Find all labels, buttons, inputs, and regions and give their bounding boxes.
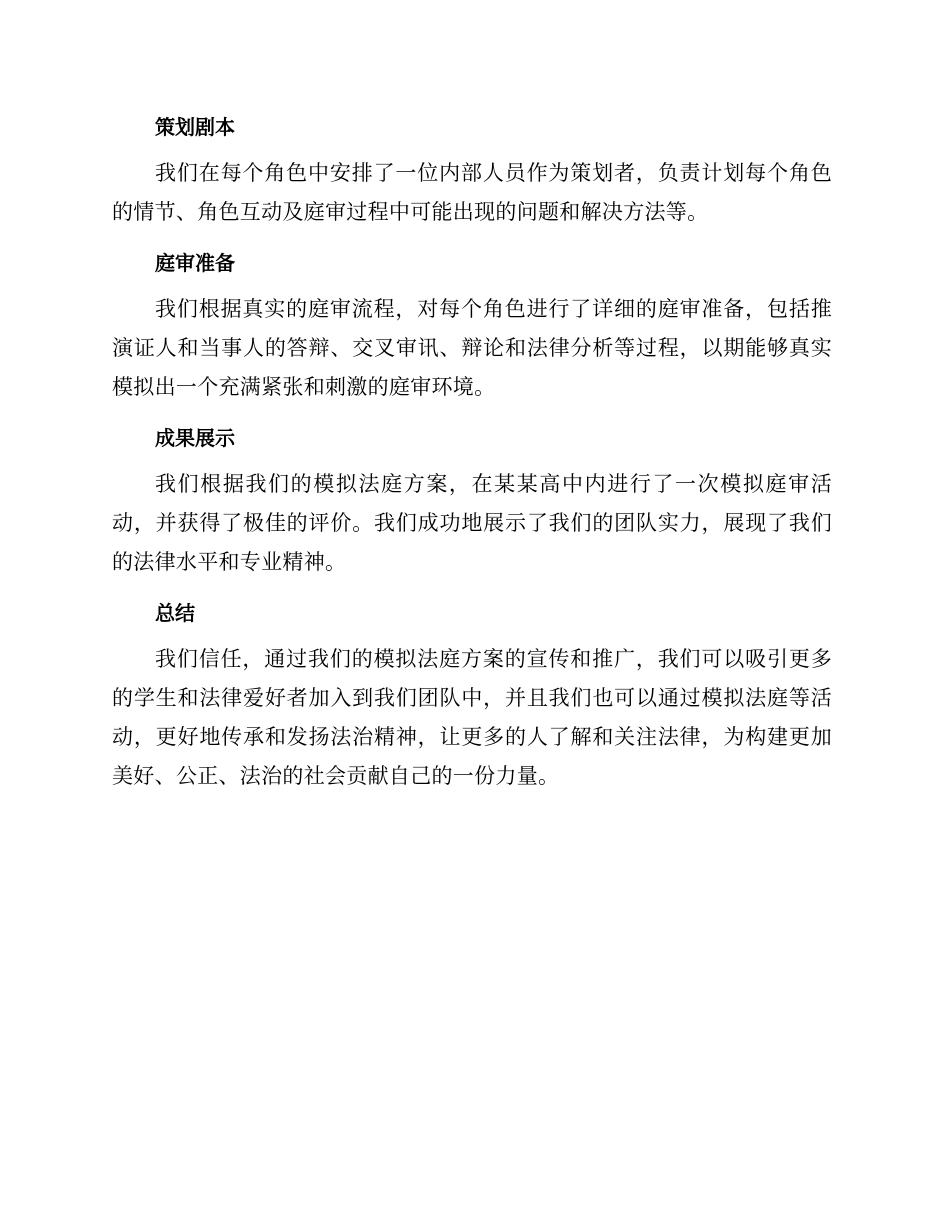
section-heading: 成果展示 (155, 426, 235, 450)
section-paragraph: 我们信任，通过我们的模拟法庭方案的宣传和推广，我们可以吸引更多的学生和法律爱好者加入到我们团队中，并且我们也可以通过模拟法庭等活动，更好地传承和发扬法治精神，让更多的人了解和关注法律，为构建更加美好、公正、法治的社会贡献自己的一份力量。 (112, 647, 832, 788)
section-paragraph: 我们根据真实的庭审流程，对每个角色进行了详细的庭审准备，包括推演证人和当事人的答辩、交叉审讯、辩论和法律分析等过程，以期能够真实模拟出一个充满紧张和刺激的庭审环境。 (112, 297, 832, 399)
section-heading: 总结 (155, 601, 195, 625)
document-page (112, 110, 832, 810)
section-summary (112, 596, 832, 796)
section-trial-preparation (112, 246, 832, 407)
section-paragraph: 我们在每个角色中安排了一位内部人员作为策划者，负责计划每个角色的情节、角色互动及庭审过程中可能出现的问题和解决方法等。 (112, 161, 832, 224)
section-paragraph: 我们根据我们的模拟法庭方案，在某某高中内进行了一次模拟庭审活动，并获得了极佳的评价。我们成功地展示了我们的团队实力，展现了我们的法律水平和专业精神。 (112, 472, 832, 574)
section-script-planning (112, 110, 832, 232)
section-heading: 策划剧本 (155, 115, 235, 139)
section-results (112, 421, 832, 582)
section-heading: 庭审准备 (155, 251, 235, 275)
